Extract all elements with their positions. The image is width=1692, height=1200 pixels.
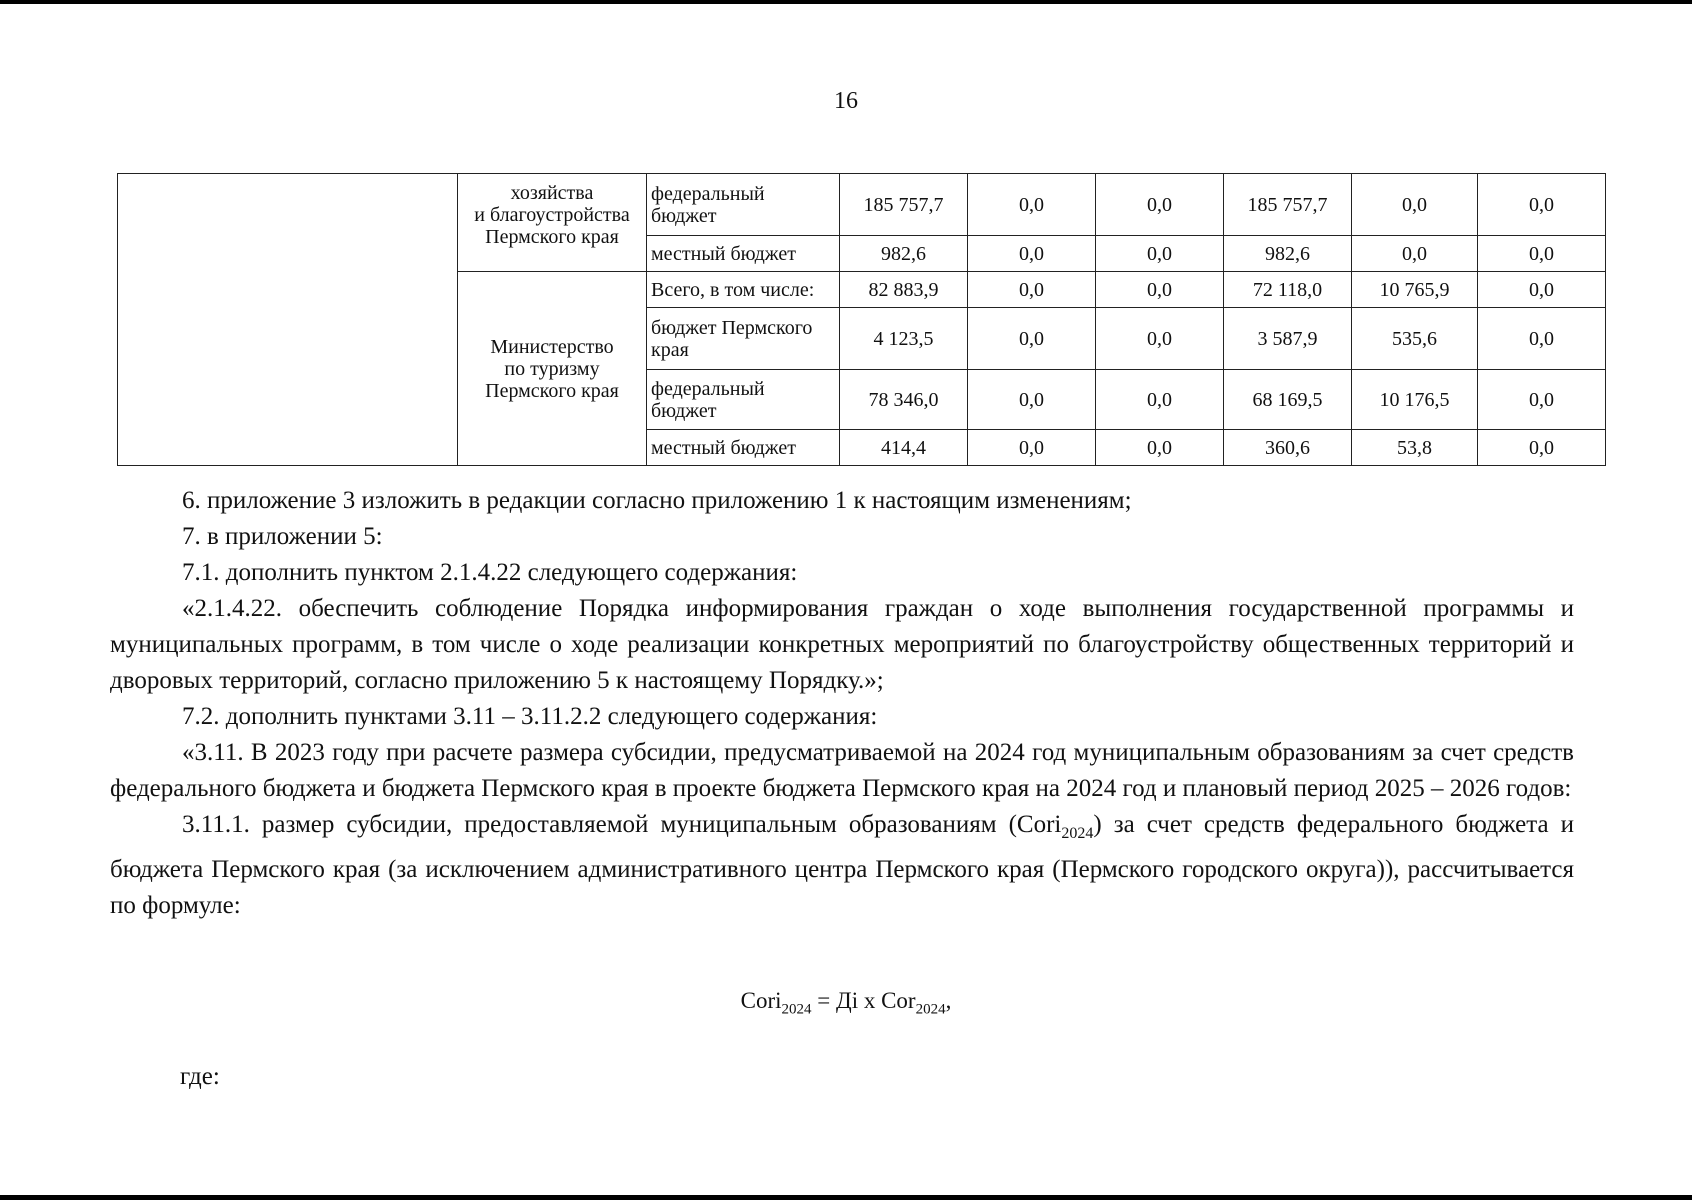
top-border-line (0, 0, 1692, 4)
value-cell: 0,0 (1478, 370, 1606, 430)
value-cell: 82 883,9 (840, 272, 968, 308)
table-row (118, 174, 1606, 236)
paragraph-6: 6. приложение 3 изложить в редакции согласно приложению 1 к настоящим изменениям; (182, 487, 1132, 514)
formula-middle: = Дi х Cor (811, 988, 916, 1013)
formula-lhs: Cori (740, 988, 782, 1013)
value-cell: 72 118,0 (1224, 272, 1352, 308)
value-cell: 414,4 (840, 430, 968, 466)
value-cell: 0,0 (1478, 174, 1606, 236)
empty-cell (118, 174, 458, 466)
value-cell: 4 123,5 (840, 308, 968, 370)
value-cell: 78 346,0 (840, 370, 968, 430)
value-cell: 0,0 (1096, 236, 1224, 272)
value-cell: 185 757,7 (1224, 174, 1352, 236)
paragraph-7-1: 7.1. дополнить пунктом 2.1.4.22 следующего содержания: (182, 559, 798, 586)
value-cell: 0,0 (1478, 308, 1606, 370)
value-cell: 0,0 (1478, 430, 1606, 466)
value-cell: 0,0 (1352, 236, 1478, 272)
org-line: Пермского края (485, 226, 619, 248)
bottom-border-line (0, 1195, 1692, 1200)
body-text (110, 483, 1574, 924)
value-cell: 0,0 (968, 174, 1096, 236)
value-cell: 0,0 (1096, 308, 1224, 370)
formula (0, 988, 1692, 1019)
value-cell: 3 587,9 (1224, 308, 1352, 370)
value-cell: 0,0 (1352, 174, 1478, 236)
org-line: по туризму (504, 357, 600, 380)
value-cell: 0,0 (1096, 174, 1224, 236)
org-line: хозяйства (510, 182, 594, 204)
org-cell (458, 272, 647, 466)
value-cell: 0,0 (1096, 370, 1224, 430)
value-cell: 185 757,7 (840, 174, 968, 236)
value-cell: 0,0 (968, 272, 1096, 308)
formula-tail: , (945, 988, 952, 1013)
paragraph-3-11-1-text: 3.11.1. размер субсидии, предоставляемой муниципальным образованиям (Cori (182, 811, 1062, 838)
value-cell: 0,0 (1478, 272, 1606, 308)
subscript: 2024 (1061, 825, 1094, 842)
value-cell: 0,0 (1478, 236, 1606, 272)
value-cell: 360,6 (1224, 430, 1352, 466)
source-cell: местный бюджет (647, 430, 840, 466)
org-line: Пермского края (485, 379, 619, 402)
source-cell: Всего, в том числе: (647, 272, 840, 308)
org-line: Министерство (490, 335, 614, 358)
paragraph-7-2: 7.2. дополнить пунктами 3.11 – 3.11.2.2 следующего содержания: (182, 703, 878, 730)
value-cell: 0,0 (1096, 430, 1224, 466)
value-cell: 535,6 (1352, 308, 1478, 370)
formula-rhs-subscript: 2024 (915, 1001, 946, 1018)
value-cell: 982,6 (840, 236, 968, 272)
paragraph-3-11-1-text-cont: ) за счет средств федерального бюджета и бюджета Пермского края (за исключением административного центра Пермского края (Пермского городского округа)), рассчитывается по формуле: (110, 811, 1574, 919)
value-cell: 0,0 (1096, 272, 1224, 308)
value-cell: 0,0 (968, 370, 1096, 430)
paragraph-2-1-4-22: «2.1.4.22. обеспечить соблюдение Порядка информирования граждан о ходе выполнения государственной программы и муниципальных программ, в том числе о ходе реализации конкретных мероприятий по благоустройству общественных территорий и дворовых территорий, согласно приложению 5 к настоящему Порядку.»; (110, 595, 1574, 694)
paragraph-7: 7. в приложении 5: (182, 523, 383, 550)
paragraph-3-11-1 (110, 807, 1574, 924)
value-cell: 10 765,9 (1352, 272, 1478, 308)
value-cell: 0,0 (968, 430, 1096, 466)
where-label: где: (180, 1063, 220, 1090)
value-cell: 0,0 (968, 236, 1096, 272)
value-cell: 53,8 (1352, 430, 1478, 466)
paragraph-3-11: «3.11. В 2023 году при расчете размера субсидии, предусматриваемой на 2024 год муниципальным образованиям за счет средств федерального бюджета и бюджета Пермского края в проекте бюджета Пермского края на 2024 год и плановый период 2025 – 2026 годов: (110, 739, 1574, 802)
value-cell: 0,0 (968, 308, 1096, 370)
value-cell: 68 169,5 (1224, 370, 1352, 430)
page-number: 16 (834, 88, 858, 114)
source-cell: федеральный бюджет (647, 174, 840, 236)
org-line: и благоустройства (474, 204, 630, 226)
value-cell: 10 176,5 (1352, 370, 1478, 430)
source-cell: бюджет Пермского края (647, 308, 840, 370)
source-cell: федеральный бюджет (647, 370, 840, 430)
budget-table (117, 173, 1606, 466)
source-cell: местный бюджет (647, 236, 840, 272)
formula-lhs-subscript: 2024 (781, 1001, 812, 1018)
value-cell: 982,6 (1224, 236, 1352, 272)
org-cell (458, 174, 647, 272)
